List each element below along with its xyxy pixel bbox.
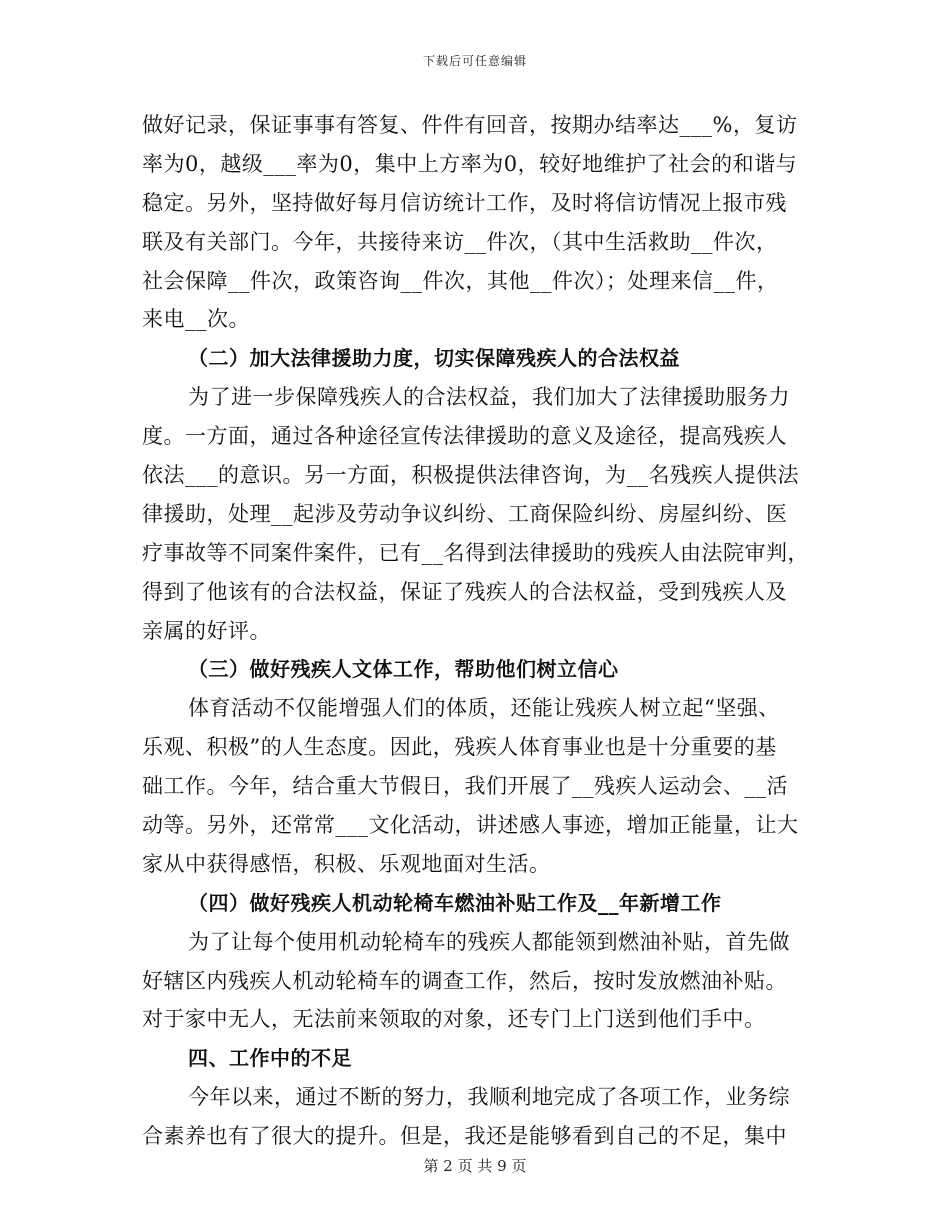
text-line: 为了进一步保障残疾人的合法权益，我们加大了法律援助服务力 — [188, 385, 790, 410]
text-line: 稳定。另外，坚持做好每月信访统计工作，及时将信访情况上报市残 — [142, 190, 787, 215]
text-line: 体育活动不仅能增强人们的体质，还能让残疾人树立起“坚强、 — [188, 696, 780, 721]
text-line: 联及有关部门。今年，共接待来访__件次，（其中生活救助__件次， — [142, 229, 778, 254]
text-line: 好辖区内残疾人机动轮椅车的调查工作，然后，按时发放燃油补贴。 — [142, 968, 787, 993]
text-line: 率为0，越级___率为0，集中上方率为0，较好地维护了社会的和谐与 — [142, 151, 798, 176]
section-heading: （四）做好残疾人机动轮椅车燃油补贴工作及__年新增工作 — [188, 890, 722, 915]
page-header: 下载后可任意编辑 — [422, 54, 527, 68]
text-line: 为了让每个使用机动轮椅车的残疾人都能领到燃油补贴，首先做 — [188, 929, 790, 954]
text-line: 疗事故等不同案件案件，已有__名得到法律援助的残疾人由法院审判， — [142, 540, 809, 565]
section-heading: （二）加大法律援助力度，切实保障残疾人的合法权益 — [188, 346, 680, 371]
text-line: 得到了他该有的合法权益，保证了残疾人的合法权益，受到残疾人及 — [142, 579, 787, 604]
section-heading: 四、工作中的不足 — [188, 1046, 352, 1071]
text-line: 合素养也有了很大的提升。但是，我还是能够看到自己的不足，集中 — [142, 1124, 787, 1149]
document-body — [142, 106, 812, 1156]
page-number: 第 2 页 共 9 页 — [423, 1157, 527, 1175]
text-line: 度。一方面，通过各种途径宣传法律援助的意义及途径，提高残疾人 — [142, 424, 787, 449]
text-line: 对于家中无人，无法前来领取的对象，还专门上门送到他们手中。 — [142, 1007, 766, 1032]
text-line: 亲属的好评。 — [142, 618, 271, 643]
text-line: 今年以来，通过不断的努力，我顺利地完成了各项工作，业务综 — [188, 1085, 790, 1110]
text-line: 动等。另外，还常常___文化活动，讲述感人事迹，增加正能量，让大 — [142, 813, 799, 838]
text-line: 来电__次。 — [142, 307, 250, 332]
text-line: 家从中获得感悟，积极、乐观地面对生活。 — [142, 851, 551, 876]
text-line: 依法___的意识。另一方面，积极提供法律咨询，为__名残疾人提供法 — [142, 463, 799, 488]
text-line: 乐观、积极”的人生态度。因此，残疾人体育事业也是十分重要的基 — [142, 735, 777, 760]
text-line: 社会保障__件次，政策咨询__件次，其他__件次）；处理来信__件， — [142, 268, 779, 293]
text-line: 做好记录，保证事事有答复、件件有回音，按期办结率达___%，复访 — [142, 113, 798, 137]
section-heading: （三）做好残疾人文体工作，帮助他们树立信心 — [188, 657, 619, 682]
text-line: 础工作。今年，结合重大节假日，我们开展了__残疾人运动会、__活 — [142, 774, 788, 799]
text-line: 律援助，处理__起涉及劳动争议纠纷、工商保险纠纷、房屋纠纷、医 — [142, 501, 788, 526]
